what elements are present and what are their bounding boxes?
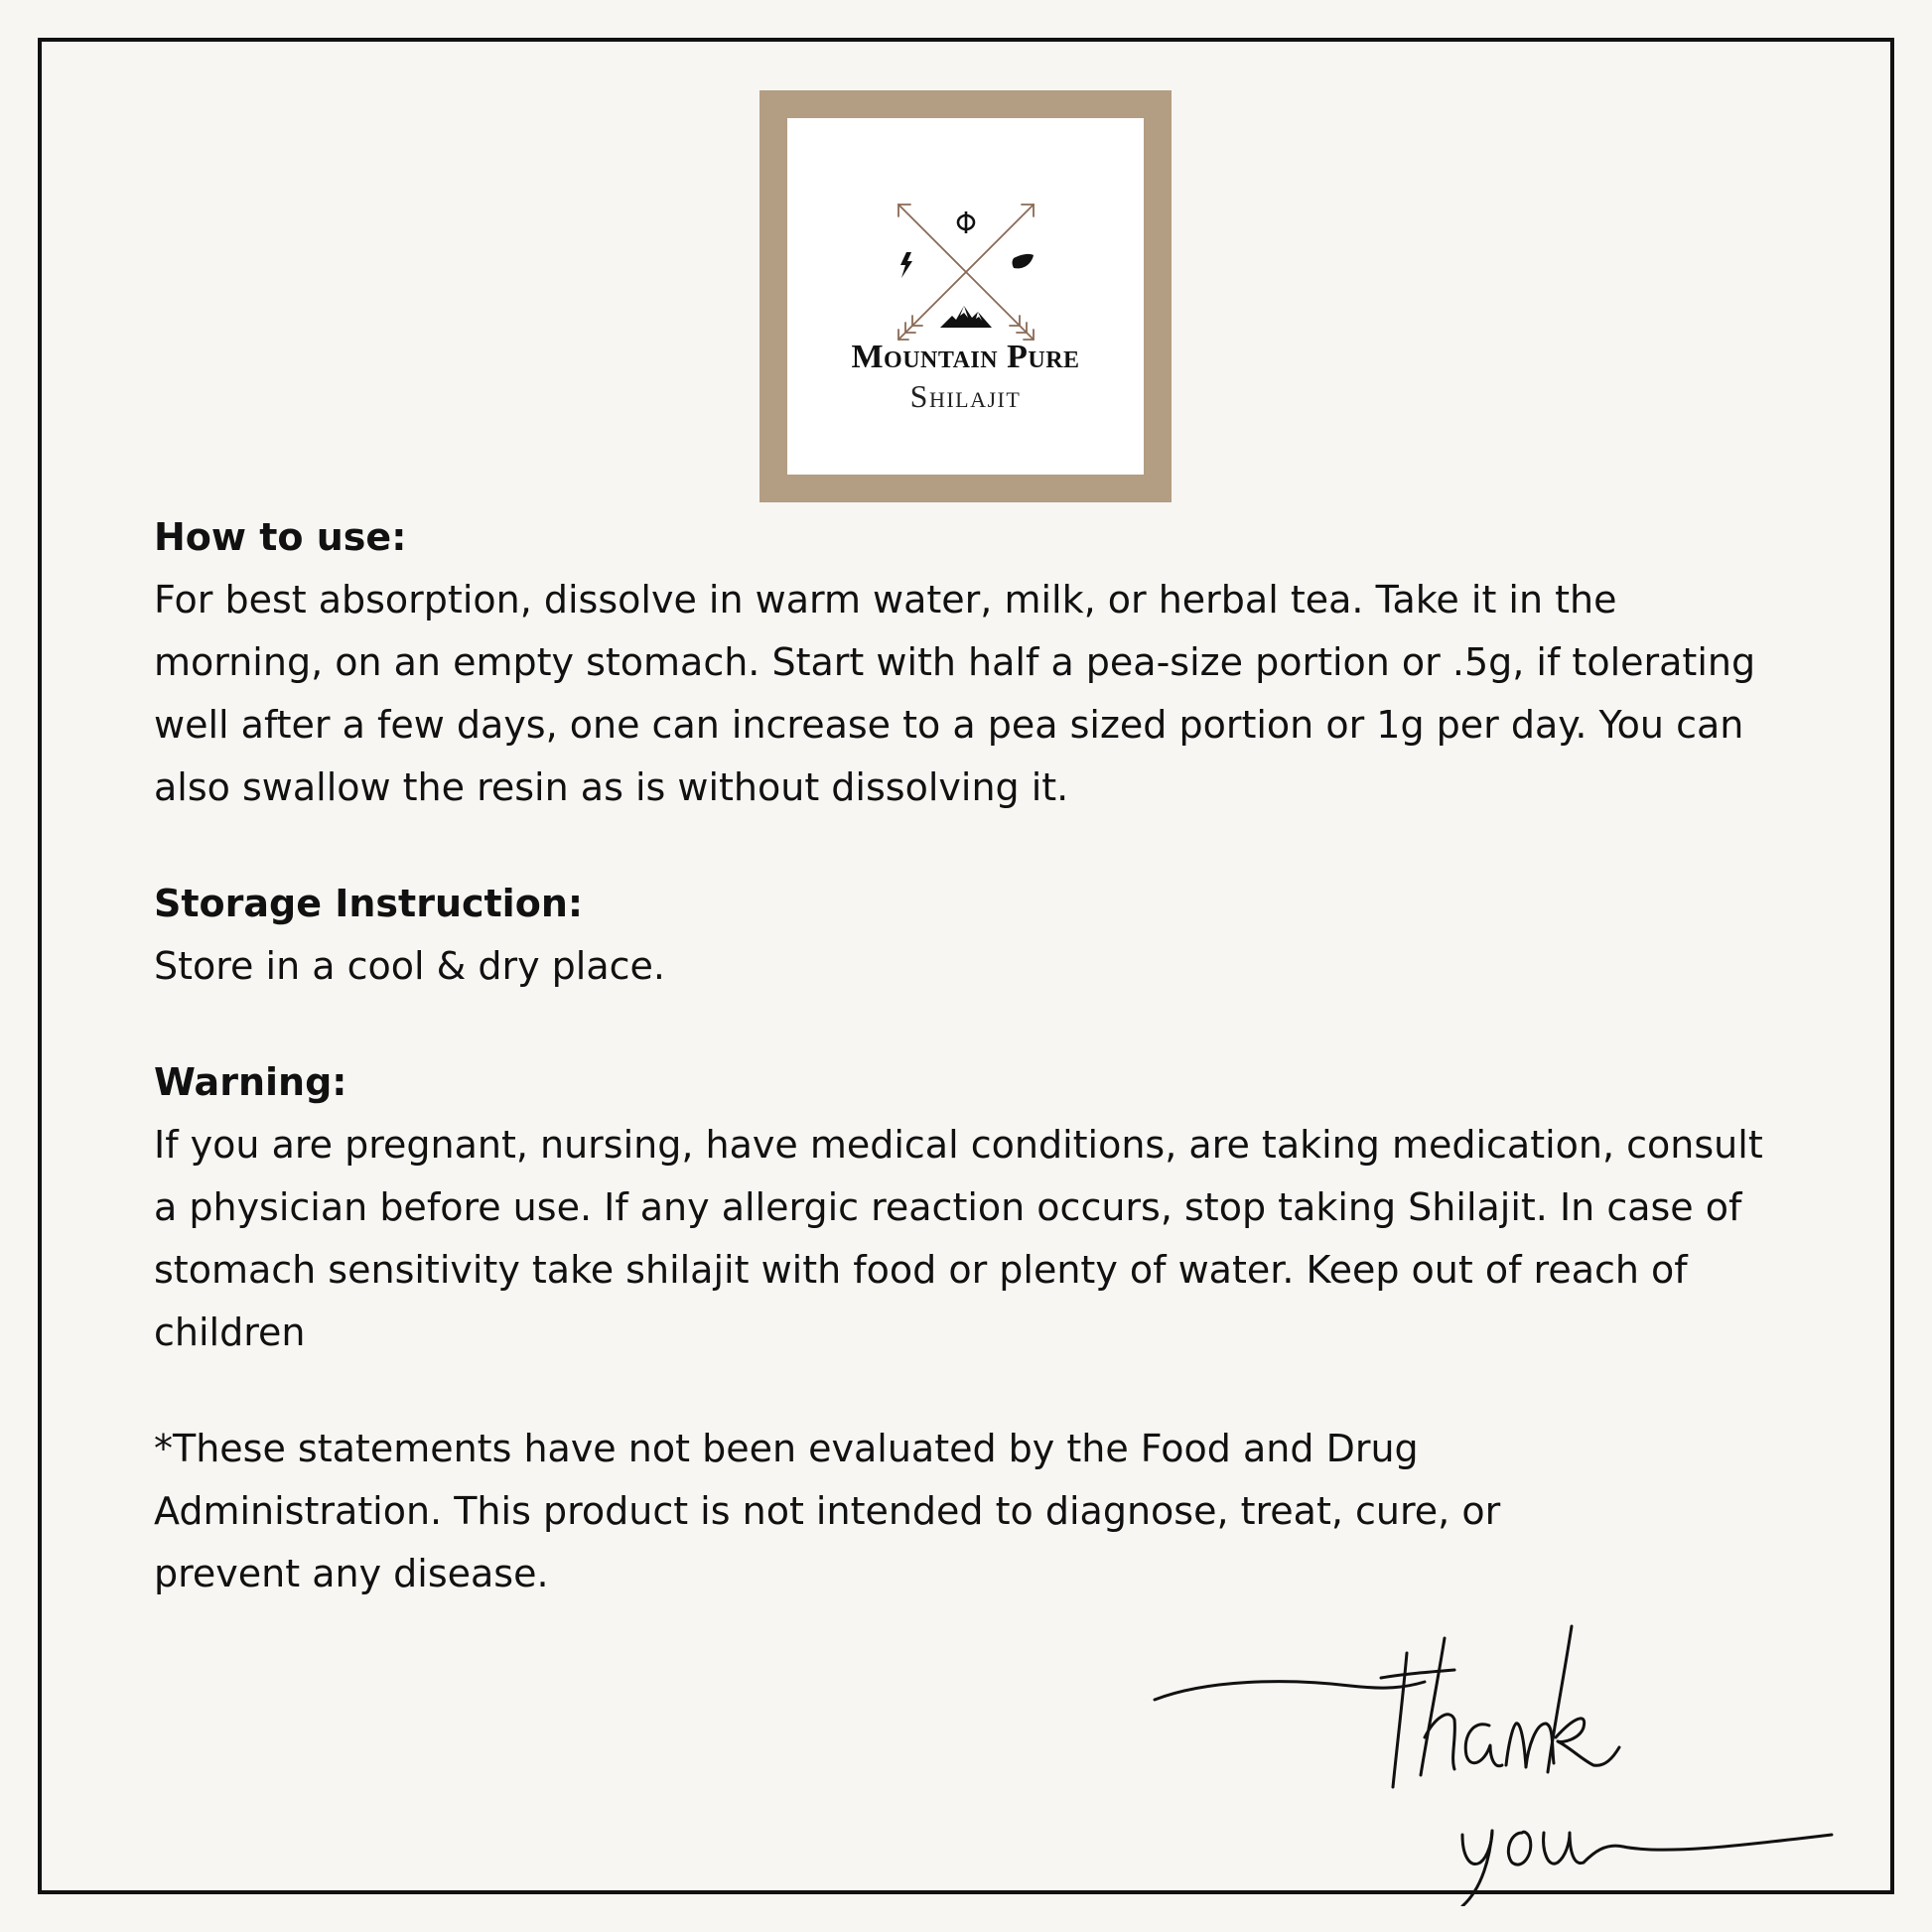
brand-logo-card [787, 118, 1144, 475]
warning-section [154, 1051, 1782, 1364]
warning-heading: Warning: [154, 1060, 347, 1104]
crossed-arrows-icon [887, 193, 1045, 351]
instructions-content [154, 506, 1782, 1605]
how-to-use-section [154, 506, 1782, 819]
brand-name: Mountain Pure [851, 339, 1080, 375]
disclaimer-section [154, 1418, 1782, 1605]
brand-logo [759, 90, 1172, 502]
mountains-icon [940, 306, 992, 328]
storage-text: Store in a cool & dry place. [154, 944, 665, 988]
warning-text: If you are pregnant, nursing, have medical conditions, are taking medication, consult a physician before use. If any allergic reaction occurs, stop taking Shilajit. In case of stomach sensitivity take shilajit with food or plenty of water. Keep out of reach of children [154, 1123, 1763, 1354]
how-to-use-text: For best absorption, dissolve in warm water, milk, or herbal tea. Take it in the morning, on an empty stomach. Start with half a pea-size portion or .5g, if tolerating well after a few days, one can increase to a pea sized portion or 1g per day. You can also swallow the resin as is without dissolving it. [154, 578, 1756, 809]
storage-heading: Storage Instruction: [154, 882, 584, 925]
how-to-use-heading: How to use: [154, 515, 407, 559]
lightning-bolt-icon [900, 252, 912, 278]
thank-you-signature [1147, 1608, 1842, 1906]
fda-disclaimer-text: *These statements have not been evaluated by the Food and Drug Administration. This product is not intended to diagnose, treat, cure, or prevent any disease. [154, 1427, 1501, 1595]
phi-symbol-icon [958, 211, 974, 233]
leaf-icon [1013, 254, 1035, 269]
storage-section [154, 873, 1782, 998]
brand-subtitle: Shilajit [909, 378, 1022, 414]
